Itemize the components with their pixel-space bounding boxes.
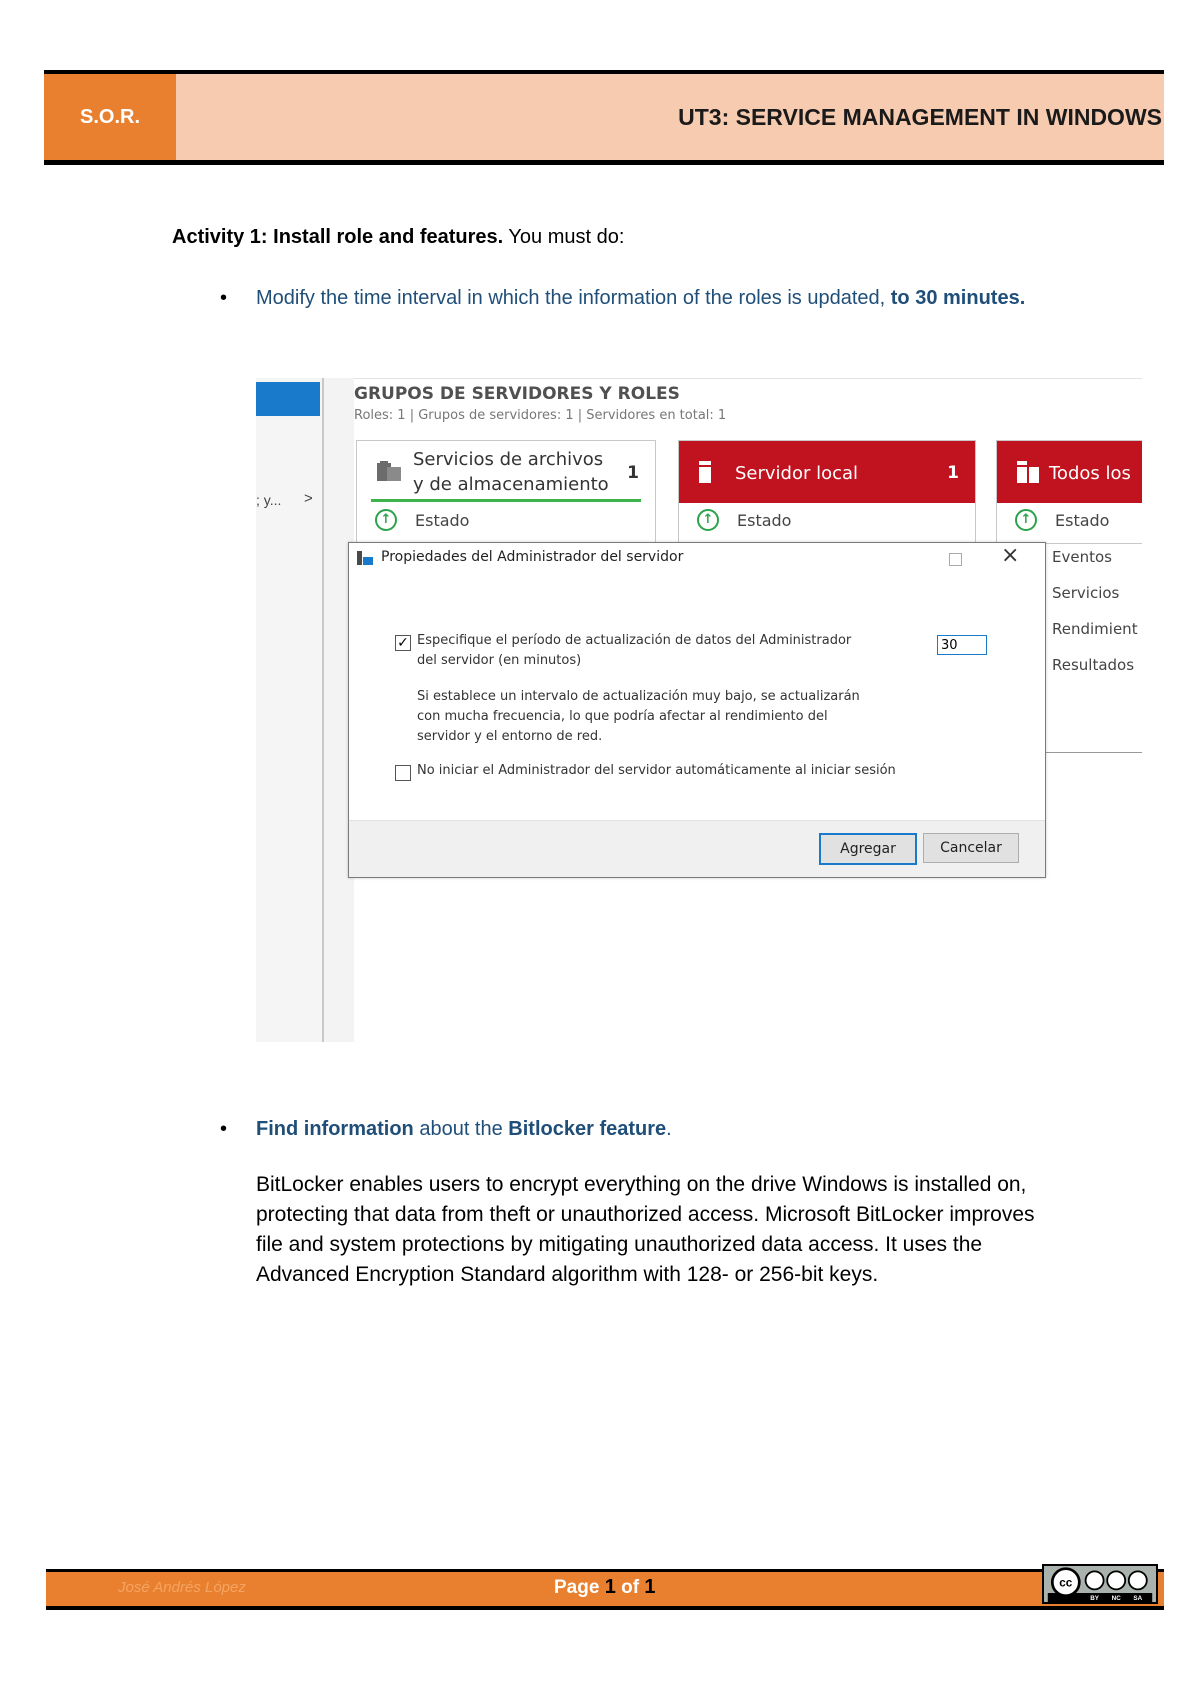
dialog-footer [349, 820, 1045, 877]
cancel-button[interactable]: Cancelar [923, 833, 1019, 863]
bullet-modify-interval [220, 282, 1036, 315]
cc-license-icon [1042, 1564, 1158, 1604]
card3-services-link[interactable]: Servicios [1052, 584, 1120, 602]
card-header [679, 441, 975, 503]
card-name: Servicios de archivos y de almacenamiento [413, 449, 609, 495]
bullet-dot: • [220, 1118, 228, 1140]
bullet2-bold1: Find information [256, 1118, 414, 1140]
status-ok-icon: ↑ [1015, 509, 1037, 531]
card-file-storage[interactable] [356, 440, 656, 544]
status-ok-icon: ↑ [697, 509, 719, 531]
chevron-right-icon[interactable]: > [304, 490, 313, 507]
svg-text:SA: SA [1133, 1595, 1143, 1603]
card-count: 1 [947, 463, 959, 483]
nav-truncated-label: ; y... [256, 492, 282, 508]
no-autostart-label: No iniciar el Administrador del servidor automáticamente al iniciar sesión [417, 763, 896, 778]
server-icon [699, 461, 713, 483]
bullet-bitlocker [220, 1114, 672, 1144]
card-count: 1 [627, 463, 639, 483]
maximize-icon[interactable] [949, 553, 962, 566]
card-all-servers[interactable] [996, 440, 1142, 544]
page-word: Page [554, 1577, 600, 1598]
bullet1-bold: to 30 minutes. [885, 287, 1026, 309]
file-storage-icon [377, 461, 403, 483]
card3-performance-link[interactable]: Rendimient [1052, 620, 1138, 638]
bullet2-mid: about the [413, 1118, 509, 1140]
groups-title: GRUPOS DE SERVIDORES Y ROLES [354, 384, 680, 404]
activity-label: Activity 1: Install role and features. [172, 226, 504, 248]
refresh-period-label: Especifique el período de actualización de datos del Administrador del servidor (en minutos) [417, 633, 852, 668]
svg-text:cc: cc [1059, 1576, 1073, 1590]
unit-title: UT3: SERVICE MANAGEMENT IN WINDOWS [678, 104, 1162, 130]
author-name: José Andrés López [118, 1579, 246, 1596]
bullet1-text: Modify the time interval in which the information of the roles is updated, [256, 287, 886, 309]
footer-bottom-rule [46, 1606, 1164, 1610]
left-nav-pane [256, 378, 324, 1042]
course-code: S.O.R. [44, 74, 176, 160]
refresh-minutes-input[interactable]: 30 [937, 635, 987, 655]
card-status-link[interactable]: Estado [415, 511, 470, 530]
activity-heading [172, 226, 624, 249]
bullet-dot: • [220, 287, 228, 309]
card-status-link[interactable]: Estado [737, 511, 792, 530]
properties-dialog [348, 542, 1046, 878]
svg-text:NC: NC [1111, 1595, 1121, 1603]
of-word: of [621, 1577, 640, 1598]
card-header [997, 441, 1142, 503]
page-current: 1 [604, 1576, 616, 1598]
header-top-rule [44, 70, 1164, 74]
svg-text:BY: BY [1090, 1595, 1099, 1603]
status-bar [371, 499, 641, 502]
page-total: 1 [644, 1576, 656, 1598]
card3-events-link[interactable]: Eventos [1052, 548, 1112, 566]
groups-summary: Roles: 1 | Grupos de servidores: 1 | Servidores en total: 1 [354, 408, 727, 423]
close-icon[interactable]: × [1001, 543, 1020, 568]
card-header [357, 441, 655, 503]
card-local-server[interactable] [678, 440, 976, 544]
card3-divider [1042, 752, 1142, 753]
bullet2-end: . [666, 1118, 672, 1140]
dialog-title: Propiedades del Administrador del servidor [381, 549, 684, 565]
no-autostart-checkbox[interactable] [395, 765, 411, 781]
card-name: Todos los [1049, 463, 1131, 484]
servers-icon [1017, 461, 1041, 483]
top-divider [354, 378, 1142, 379]
card-name: Servidor local [735, 463, 859, 484]
bullet2-bold2: Bitlocker feature [508, 1118, 667, 1140]
activity-rest: You must do: [503, 226, 625, 248]
card-status-link[interactable]: Estado [1055, 511, 1110, 530]
page-number [554, 1576, 655, 1599]
server-manager-screenshot [256, 378, 1142, 1042]
server-manager-icon [357, 551, 373, 565]
header-bottom-rule [44, 160, 1164, 165]
add-button[interactable]: Agregar [819, 833, 917, 865]
refresh-period-checkbox[interactable]: ✓ [395, 635, 411, 651]
bitlocker-description: BitLocker enables users to encrypt everything on the drive Windows is installed on, protecting that data from theft or unauthorized access. Microsoft BitLocker improves file and system protections by mitigating unauthorized data access. It uses the Advanced Encryption Standard algorithm with 128- or 256-bit keys. [256, 1173, 1035, 1286]
refresh-warning-note: Si establece un intervalo de actualización muy bajo, se actualizarán con mucha frecuencia, lo que podría afectar al rendimiento del servidor y el entorno de red. [417, 689, 860, 744]
status-ok-icon: ↑ [375, 509, 397, 531]
nav-selected-item[interactable] [256, 382, 320, 416]
card3-results-link[interactable]: Resultados [1052, 656, 1135, 674]
